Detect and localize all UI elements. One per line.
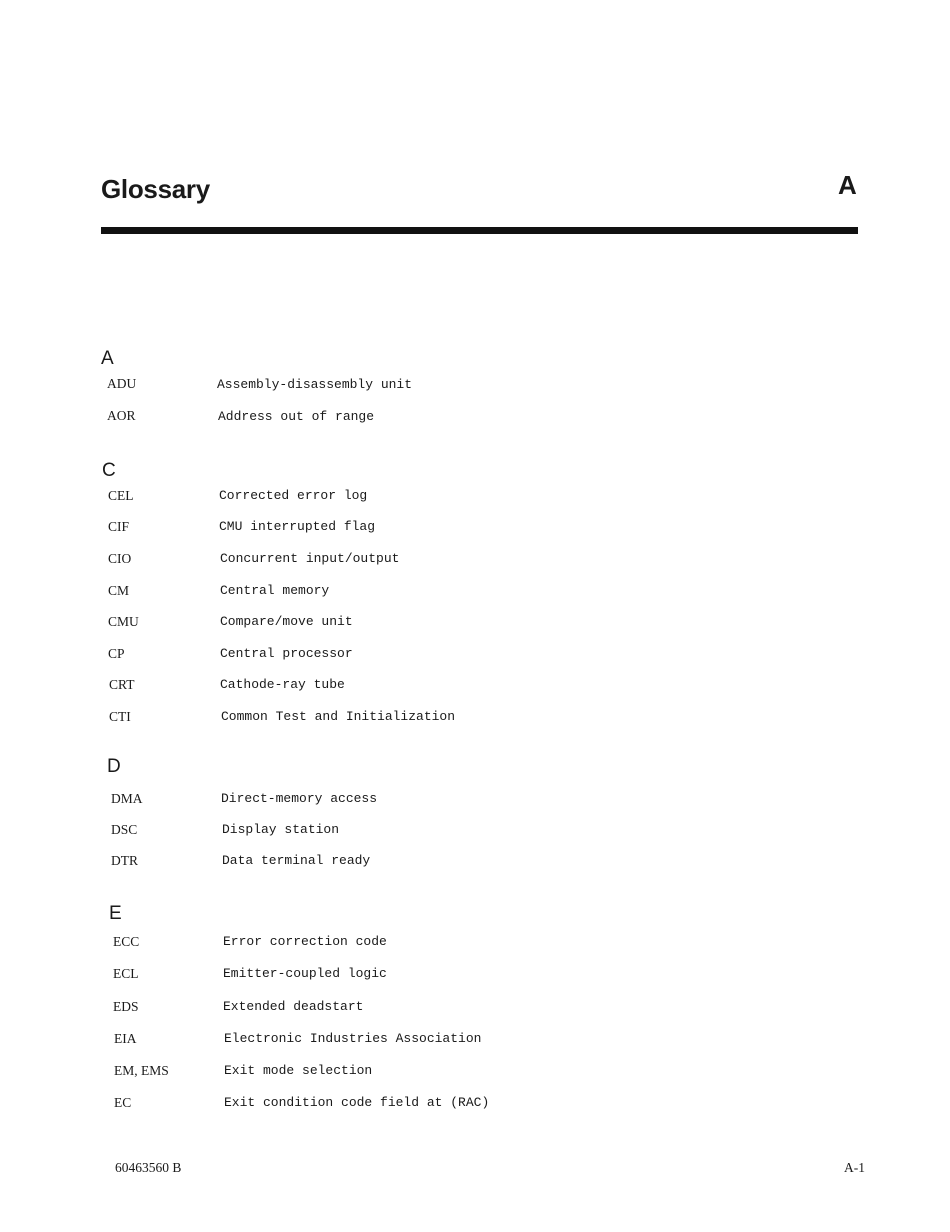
section-heading-d: D [107,756,121,777]
document-number: 60463560 B [115,1160,182,1175]
glossary-definition: Extended deadstart [223,999,364,1014]
glossary-term: ECC [113,934,140,949]
glossary-definition: Data terminal ready [222,853,371,868]
glossary-definition: Assembly-disassembly unit [217,377,413,392]
glossary-definition: Central memory [220,583,330,598]
glossary-term: CIF [108,519,130,534]
glossary-term: CEL [108,488,134,503]
glossary-term: DTR [111,853,138,868]
page-title: Glossary [101,174,210,204]
section-heading-e: E [109,903,122,924]
glossary-definition: Corrected error log [219,488,368,503]
glossary-definition: Cathode-ray tube [220,677,345,692]
glossary-definition: Electronic Industries Association [224,1031,482,1046]
appendix-letter: A [838,170,857,200]
glossary-definition: Error correction code [223,934,387,949]
glossary-term: CTI [109,709,131,724]
glossary-term: ADU [107,376,137,391]
glossary-definition: Common Test and Initialization [221,709,456,724]
glossary-term: DSC [111,822,138,837]
glossary-term: DMA [111,791,143,806]
glossary-definition: Exit mode selection [224,1063,373,1078]
section-heading-a: A [101,348,114,369]
glossary-definition: Central processor [220,646,353,661]
title-rule [101,227,858,234]
glossary-definition: Direct-memory access [221,791,378,806]
glossary-definition: Concurrent input/output [220,551,400,566]
glossary-definition: Exit condition code field at (RAC) [224,1095,490,1110]
glossary-definition: Compare/move unit [220,614,353,629]
glossary-term: EDS [113,999,139,1014]
glossary-term: AOR [107,408,136,423]
glossary-term: EM, EMS [114,1063,169,1078]
glossary-term: CMU [108,614,139,629]
glossary-term: ECL [113,966,139,981]
glossary-definition: Display station [222,822,340,837]
glossary-term: CIO [108,551,132,566]
page-number: A-1 [844,1160,865,1175]
glossary-term: CRT [109,677,135,692]
glossary-definition: Address out of range [218,409,375,424]
section-heading-c: C [102,460,116,481]
glossary-definition: Emitter-coupled logic [223,966,387,981]
glossary-term: EIA [114,1031,137,1046]
glossary-term: CP [108,646,125,661]
glossary-term: CM [108,583,130,598]
glossary-term: EC [114,1095,132,1110]
glossary-definition: CMU interrupted flag [219,519,376,534]
